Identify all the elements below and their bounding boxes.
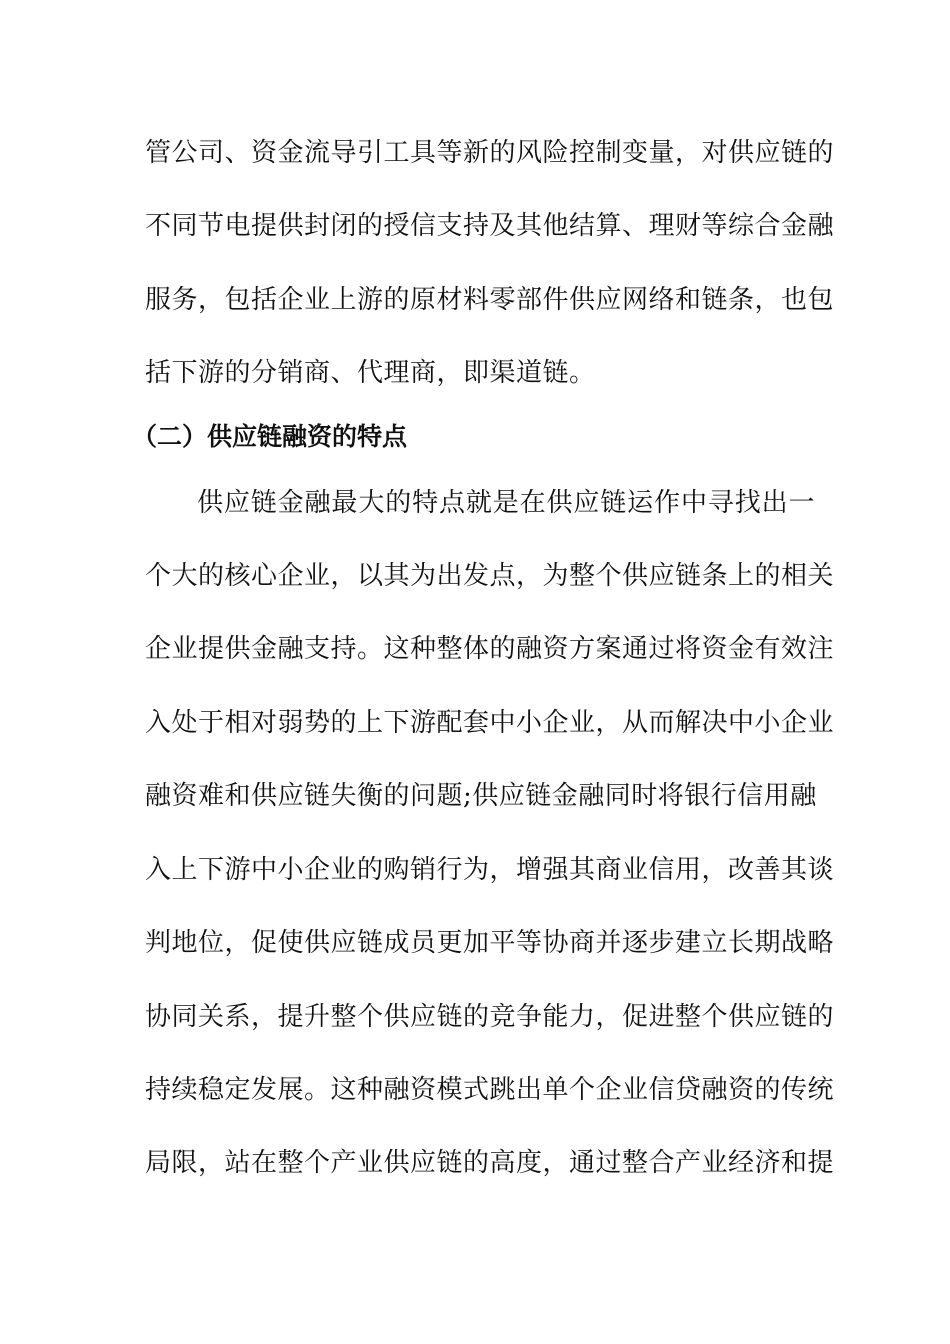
- text-line: 不同节电提供封闭的授信支持及其他结算、理财等综合金融: [145, 211, 835, 241]
- text-line: 判地位，促使供应链成员更加平等协商并逐步建立长期战略: [145, 928, 835, 958]
- text-line: 入上下游中小企业的购销行为，增强其商业信用，改善其谈: [145, 855, 835, 885]
- text-line: 供应链金融最大的特点就是在供应链运作中寻找出一: [197, 488, 815, 518]
- text-line: 括下游的分销商、代理商，即渠道链。: [145, 358, 596, 388]
- text-line: 协同关系，提升整个供应链的竞争能力，促进整个供应链的: [145, 1002, 835, 1032]
- text-line: 服务，包括企业上游的原材料零部件供应网络和链条，也包: [145, 285, 835, 315]
- text-line: 持续稳定发展。这种融资模式跳出单个企业信贷融资的传统: [145, 1075, 835, 1105]
- text-line: 局限，站在整个产业供应链的高度，通过整合产业经济和提: [145, 1148, 835, 1178]
- text-line: 融资难和供应链失衡的问题;供应链金融同时将银行信用融: [145, 781, 817, 811]
- text-line: 企业提供金融支持。这种整体的融资方案通过将资金有效注: [145, 634, 835, 664]
- text-line: 个大的核心企业，以其为出发点，为整个供应链条上的相关: [145, 561, 835, 591]
- text-line: 管公司、资金流导引工具等新的风险控制变量，对供应链的: [145, 138, 835, 168]
- text-line: 入处于相对弱势的上下游配套中小企业，从而解决中小企业: [145, 708, 835, 738]
- section-heading: （二）供应链融资的特点: [132, 422, 408, 451]
